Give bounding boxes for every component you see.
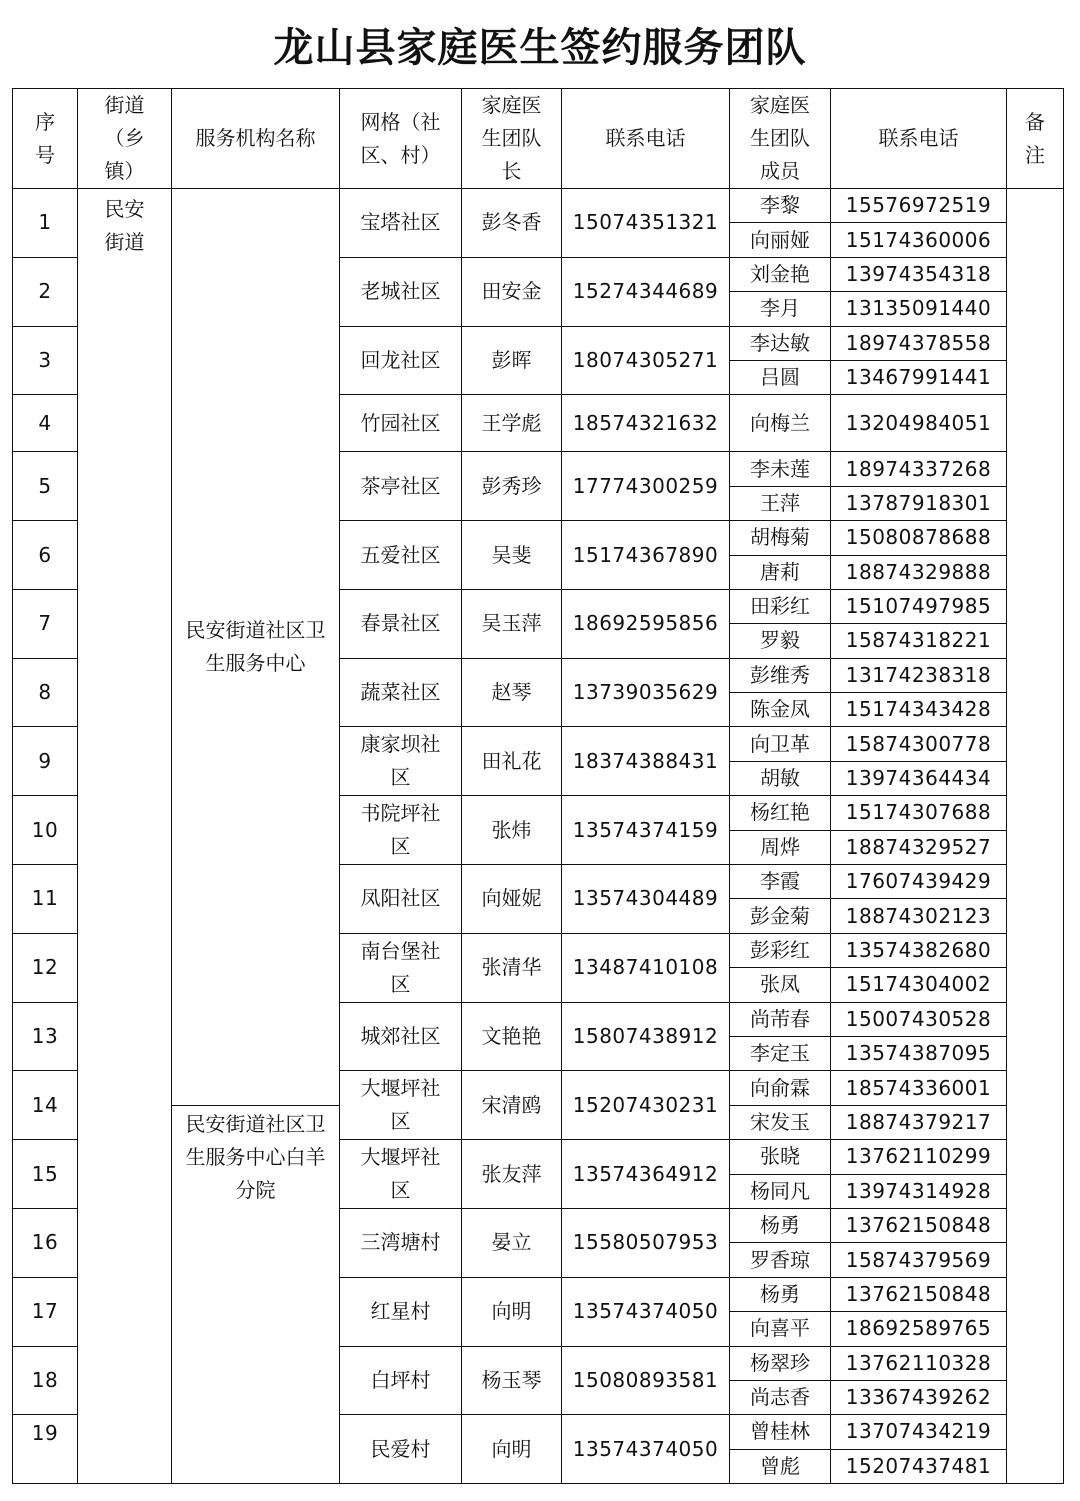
member-cell: 李黎: [730, 189, 831, 223]
member-cell: 杨红艳: [730, 796, 831, 830]
seq-cell: 8: [13, 658, 78, 727]
seq-cell: 18: [13, 1346, 78, 1415]
member-phone-cell: 13367439262: [831, 1380, 1007, 1414]
member-phone-cell: 18874379217: [831, 1105, 1007, 1139]
member-cell: 宋发玉: [730, 1105, 831, 1139]
seq-cell: 4: [13, 395, 78, 452]
leader-cell: 田礼花: [462, 727, 562, 796]
leader-cell: 晏立: [462, 1208, 562, 1277]
member-phone-cell: 13135091440: [831, 292, 1007, 326]
leader-phone-cell: 13574374159: [562, 796, 730, 865]
seq-cell: 15: [13, 1140, 78, 1209]
leader-phone-cell: 13739035629: [562, 658, 730, 727]
member-cell: 罗毅: [730, 624, 831, 658]
seq-cell: 9: [13, 727, 78, 796]
member-phone-cell: 18874329888: [831, 555, 1007, 589]
leader-cell: 文艳艳: [462, 1002, 562, 1071]
member-cell: 王萍: [730, 486, 831, 520]
member-phone-cell: 18692589765: [831, 1312, 1007, 1346]
member-phone-cell: 13204984051: [831, 395, 1007, 452]
leader-cell: 张友萍: [462, 1140, 562, 1209]
member-phone-cell: 18574336001: [831, 1071, 1007, 1105]
grid-cell: 宝塔社区: [340, 189, 462, 258]
seq-cell: 1: [13, 189, 78, 258]
member-cell: 向梅兰: [730, 395, 831, 452]
leader-phone-cell: 13574364912: [562, 1140, 730, 1209]
member-phone-cell: 15174307688: [831, 796, 1007, 830]
member-phone-cell: 13762110328: [831, 1346, 1007, 1380]
grid-cell: 康家坝社区: [340, 727, 462, 796]
grid-cell: 白坪村: [340, 1346, 462, 1415]
member-phone-cell: 15174304002: [831, 968, 1007, 1002]
street-name: 民安街道: [104, 197, 145, 254]
leader-phone-cell: 15174367890: [562, 521, 730, 590]
grid-cell: 红星村: [340, 1277, 462, 1346]
header-member-phone: 联系电话: [831, 89, 1007, 189]
note-cell: [1007, 189, 1064, 1484]
leader-phone-cell: 13574374050: [562, 1415, 730, 1484]
grid-cell: 城郊社区: [340, 1002, 462, 1071]
member-phone-cell: 15107497985: [831, 589, 1007, 623]
header-member: 家庭医生团队成员: [730, 89, 831, 189]
table-row: [13, 189, 1064, 223]
leader-cell: 向明: [462, 1277, 562, 1346]
member-phone-cell: 15874318221: [831, 624, 1007, 658]
member-phone-cell: 15576972519: [831, 189, 1007, 223]
leader-phone-cell: 15207430231: [562, 1071, 730, 1140]
header-seq: 序号: [13, 89, 78, 189]
leader-phone-cell: 15274344689: [562, 257, 730, 326]
member-cell: 陈金凤: [730, 693, 831, 727]
member-cell: 胡敏: [730, 761, 831, 795]
member-phone-cell: 18974378558: [831, 326, 1007, 360]
member-cell: 彭彩红: [730, 933, 831, 967]
roster-body: [13, 189, 1064, 1484]
leader-phone-cell: 18574321632: [562, 395, 730, 452]
member-cell: 尚芾春: [730, 1002, 831, 1036]
grid-cell: 书院坪社区: [340, 796, 462, 865]
leader-phone-cell: 13574374050: [562, 1277, 730, 1346]
member-phone-cell: 15874379569: [831, 1243, 1007, 1277]
leader-phone-cell: 18374388431: [562, 727, 730, 796]
grid-cell: 南台堡社区: [340, 933, 462, 1002]
grid-cell: 春景社区: [340, 589, 462, 658]
member-phone-cell: 13762150848: [831, 1277, 1007, 1311]
member-phone-cell: 15174360006: [831, 223, 1007, 257]
grid-cell: 民爱村: [340, 1415, 462, 1484]
grid-cell: 回龙社区: [340, 326, 462, 395]
member-cell: 李达敏: [730, 326, 831, 360]
leader-phone-cell: 13574304489: [562, 865, 730, 934]
leader-phone-cell: 15807438912: [562, 1002, 730, 1071]
member-cell: 张晓: [730, 1140, 831, 1174]
grid-cell: 茶亭社区: [340, 452, 462, 521]
member-cell: 周烨: [730, 830, 831, 864]
leader-cell: 赵琴: [462, 658, 562, 727]
leader-phone-cell: 15080893581: [562, 1346, 730, 1415]
leader-phone-cell: 18692595856: [562, 589, 730, 658]
member-phone-cell: 13467991441: [831, 360, 1007, 394]
grid-cell: 大堰坪社区: [340, 1071, 462, 1140]
leader-cell: 田安金: [462, 257, 562, 326]
member-cell: 李月: [730, 292, 831, 326]
member-phone-cell: 13762150848: [831, 1208, 1007, 1242]
leader-cell: 张炜: [462, 796, 562, 865]
seq-cell: 17: [13, 1277, 78, 1346]
leader-phone-cell: 17774300259: [562, 452, 730, 521]
member-cell: 李定玉: [730, 1036, 831, 1070]
leader-cell: 向娅妮: [462, 865, 562, 934]
org-cell: 民安街道社区卫生服务中心白羊分院: [172, 1105, 340, 1483]
seq-cell: 6: [13, 521, 78, 590]
seq-cell: 11: [13, 865, 78, 934]
seq-cell: 13: [13, 1002, 78, 1071]
grid-cell: 凤阳社区: [340, 865, 462, 934]
member-phone-cell: 13707434219: [831, 1415, 1007, 1449]
header-note: 备注: [1007, 89, 1064, 189]
member-phone-cell: 13974364434: [831, 761, 1007, 795]
org-cell: 民安街道社区卫生服务中心: [172, 189, 340, 1106]
header-row: [13, 89, 1064, 189]
grid-cell: 老城社区: [340, 257, 462, 326]
leader-cell: 向明: [462, 1415, 562, 1484]
member-cell: 杨勇: [730, 1277, 831, 1311]
street-cell: [78, 189, 172, 1484]
leader-cell: 宋清鸥: [462, 1071, 562, 1140]
leader-cell: 吴玉萍: [462, 589, 562, 658]
member-cell: 杨翠珍: [730, 1346, 831, 1380]
seq-cell: 10: [13, 796, 78, 865]
seq-cell: 5: [13, 452, 78, 521]
grid-cell: 五爱社区: [340, 521, 462, 590]
member-cell: 张凤: [730, 968, 831, 1002]
member-phone-cell: 15174343428: [831, 693, 1007, 727]
member-cell: 向卫革: [730, 727, 831, 761]
seq-cell: 7: [13, 589, 78, 658]
member-phone-cell: 13174238318: [831, 658, 1007, 692]
member-phone-cell: 13574387095: [831, 1036, 1007, 1070]
member-cell: 彭维秀: [730, 658, 831, 692]
member-phone-cell: 15080878688: [831, 521, 1007, 555]
member-phone-cell: 13762110299: [831, 1140, 1007, 1174]
member-phone-cell: 13974354318: [831, 257, 1007, 291]
grid-cell: 三湾塘村: [340, 1208, 462, 1277]
member-phone-cell: 18874329527: [831, 830, 1007, 864]
member-cell: 向喜平: [730, 1312, 831, 1346]
leader-cell: 杨玉琴: [462, 1346, 562, 1415]
leader-cell: 彭冬香: [462, 189, 562, 258]
member-cell: 李霞: [730, 865, 831, 899]
seq-cell: 19: [13, 1415, 78, 1484]
grid-cell: 竹园社区: [340, 395, 462, 452]
header-street: 街道（乡镇）: [78, 89, 172, 189]
member-cell: 曾桂林: [730, 1415, 831, 1449]
member-cell: 罗香琼: [730, 1243, 831, 1277]
leader-cell: 彭晖: [462, 326, 562, 395]
seq-cell: 16: [13, 1208, 78, 1277]
grid-cell: 蔬菜社区: [340, 658, 462, 727]
member-cell: 向丽娅: [730, 223, 831, 257]
leader-cell: 王学彪: [462, 395, 562, 452]
member-phone-cell: 15874300778: [831, 727, 1007, 761]
member-cell: 杨同凡: [730, 1174, 831, 1208]
leader-cell: 吴斐: [462, 521, 562, 590]
member-phone-cell: 15207437481: [831, 1449, 1007, 1483]
member-cell: 田彩红: [730, 589, 831, 623]
leader-phone-cell: 18074305271: [562, 326, 730, 395]
member-cell: 唐莉: [730, 555, 831, 589]
member-cell: 李未莲: [730, 452, 831, 486]
seq-cell: 3: [13, 326, 78, 395]
member-phone-cell: 15007430528: [831, 1002, 1007, 1036]
member-cell: 刘金艳: [730, 257, 831, 291]
member-phone-cell: 18874302123: [831, 899, 1007, 933]
leader-phone-cell: 15580507953: [562, 1208, 730, 1277]
team-roster-table: [12, 88, 1064, 1484]
member-cell: 曾彪: [730, 1449, 831, 1483]
member-cell: 胡梅菊: [730, 521, 831, 555]
leader-cell: 张清华: [462, 933, 562, 1002]
member-cell: 向俞霖: [730, 1071, 831, 1105]
member-cell: 尚志香: [730, 1380, 831, 1414]
seq-cell: 14: [13, 1071, 78, 1140]
header-org: 服务机构名称: [172, 89, 340, 189]
header-leader-phone: 联系电话: [562, 89, 730, 189]
grid-cell: 大堰坪社区: [340, 1140, 462, 1209]
member-phone-cell: 13574382680: [831, 933, 1007, 967]
member-phone-cell: 17607439429: [831, 865, 1007, 899]
header-leader: 家庭医生团队长: [462, 89, 562, 189]
member-phone-cell: 18974337268: [831, 452, 1007, 486]
member-phone-cell: 13787918301: [831, 486, 1007, 520]
seq-cell: 2: [13, 257, 78, 326]
header-grid: 网格（社区、村）: [340, 89, 462, 189]
member-cell: 彭金菊: [730, 899, 831, 933]
leader-phone-cell: 13487410108: [562, 933, 730, 1002]
seq-cell: 12: [13, 933, 78, 1002]
member-cell: 杨勇: [730, 1208, 831, 1242]
leader-cell: 彭秀珍: [462, 452, 562, 521]
member-phone-cell: 13974314928: [831, 1174, 1007, 1208]
leader-phone-cell: 15074351321: [562, 189, 730, 258]
member-cell: 吕圆: [730, 360, 831, 394]
page-title: 龙山县家庭医生签约服务团队: [273, 25, 807, 71]
